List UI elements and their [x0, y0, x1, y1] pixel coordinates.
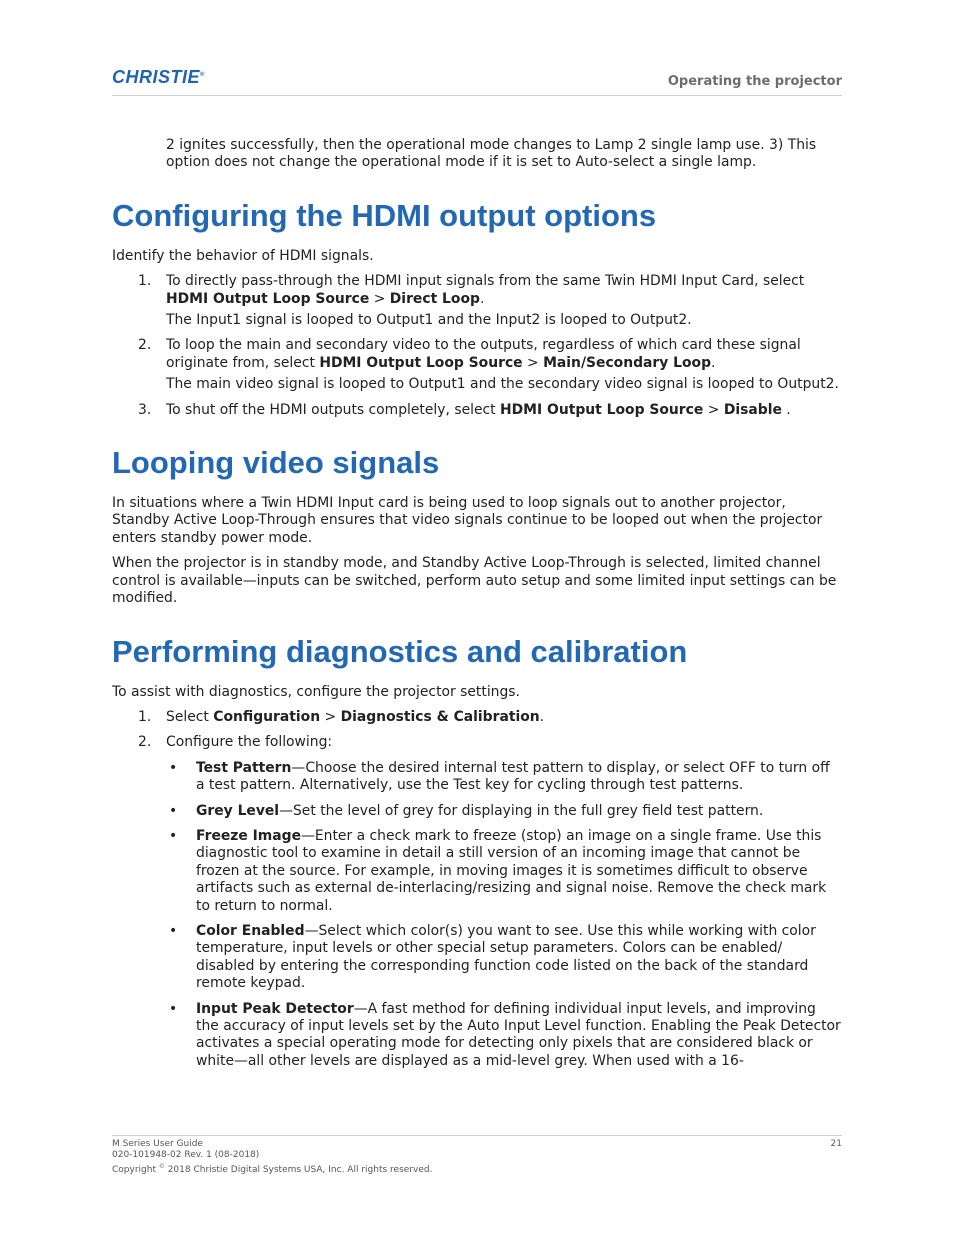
bullet-icon: • — [169, 827, 178, 844]
logo-text: CHRISTIE — [112, 67, 201, 87]
hdmi-step-3 — [112, 402, 842, 419]
diagnostics-step-1 — [112, 709, 842, 726]
step-number: 1. — [138, 273, 152, 290]
christie-logo — [112, 67, 205, 86]
footer-guide-title: M Series User Guide — [112, 1139, 203, 1149]
diagnostics-steps — [112, 709, 842, 1070]
option-grey-level: • Grey Level—Set the level of grey for displaying in the full grey field test pattern. — [169, 802, 764, 819]
diagnostics-intro: To assist with diagnostics, configure the projector settings. — [112, 683, 520, 700]
hdmi-step-2 — [112, 337, 842, 393]
logo-registered-mark: ® — [200, 72, 205, 78]
heading-diagnostics: Performing diagnostics and calibration — [112, 633, 688, 669]
step-note: The Input1 signal is looped to Output1 and the Input2 is looped to Output2. — [166, 312, 692, 329]
section-title: Operating the projector — [667, 74, 842, 89]
diagnostics-step-2 — [112, 734, 842, 1070]
bullet-icon: • — [169, 802, 178, 819]
page-number: 21 — [830, 1139, 842, 1149]
step-text: Select Configuration > Diagnostics & Calibration. — [166, 708, 545, 725]
bullet-icon: • — [169, 759, 178, 776]
step-note: The main video signal is looped to Output1 and the secondary video signal is looped to Output2. — [166, 376, 839, 393]
step-number: 2. — [138, 337, 152, 354]
looping-paragraph-2: When the projector is in standby mode, and Standby Active Loop-Through is selected, limited channel control is available—inputs can be switched, perform auto setup and some limited input settings can be modified. — [112, 555, 837, 607]
option-input-peak-detector: • Input Peak Detector—A fast method for defining individual input levels, and improving the accuracy of input levels set by the Auto Input Level function. Enabling the Peak Detector activates a special operating mode for detecting only pixels that are considered black or white—all other levels are displayed as a mid-level grey. When used with a 16- — [169, 1000, 841, 1069]
looping-paragraph-1: In situations where a Twin HDMI Input card is being used to loop signals out to another projector, Standby Active Loop-Through ensures that video signals continue to be looped out when the projector enters standby power mode. — [112, 495, 823, 546]
page-content — [112, 137, 842, 1078]
hdmi-steps — [112, 273, 842, 419]
hdmi-intro: Identify the behavior of HDMI signals. — [112, 247, 374, 264]
step-text: Configure the following: — [166, 734, 333, 751]
page-footer — [112, 1135, 842, 1176]
option-freeze-image: • Freeze Image—Enter a check mark to freeze (stop) an image on a single frame. Use this diagnostic tool to examine in detail a still version of an incoming image that cannot be frozen at the source. For example, in moving images it is sometimes difficult to observe artifacts such as external de-interlacing/resizing and signal noise. Remove the check mark to return to normal. — [169, 827, 827, 914]
step-text: To directly pass-through the HDMI input signals from the same Twin HDMI Input Card, select HDMI Output Loop Source > Direct Loop. — [166, 273, 805, 307]
bullet-icon: • — [169, 1000, 178, 1017]
diagnostics-options — [166, 760, 842, 1071]
footer-copyright: Copyright © 2018 Christie Digital Systems USA, Inc. All rights reserved. — [112, 1163, 433, 1175]
footer-revision: 020-101948-02 Rev. 1 (08-2018) — [112, 1150, 260, 1160]
heading-hdmi-output: Configuring the HDMI output options — [112, 197, 657, 233]
step-number: 2. — [138, 734, 152, 751]
step-number: 1. — [138, 708, 152, 725]
page-header — [112, 66, 842, 96]
step-text: To shut off the HDMI outputs completely, select HDMI Output Loop Source > Disable . — [166, 401, 791, 418]
hdmi-step-1 — [112, 273, 842, 329]
option-color-enabled: • Color Enabled—Select which color(s) you want to see. Use this while working with color temperature, input levels or other special setup parameters. Colors can be enabled/ disabled by entering the corresponding function code listed on the back of the standard remote keypad. — [169, 922, 816, 992]
step-number: 3. — [138, 401, 152, 418]
continued-paragraph: 2 ignites successfully, then the operational mode changes to Lamp 2 single lamp use. 3) This option does not change the operational mode if it is set to Auto-select a single lamp. — [166, 137, 817, 171]
heading-looping-video: Looping video signals — [112, 445, 440, 481]
option-test-pattern: • Test Pattern—Choose the desired internal test pattern to display, or select OFF to turn off a test pattern. Alternatively, use the Test key for cycling through test patterns. — [169, 759, 830, 794]
bullet-icon: • — [169, 922, 178, 939]
step-text: To loop the main and secondary video to the outputs, regardless of which card these signal originate from, select HDMI Output Loop Source > Main/Secondary Loop. — [166, 337, 801, 371]
